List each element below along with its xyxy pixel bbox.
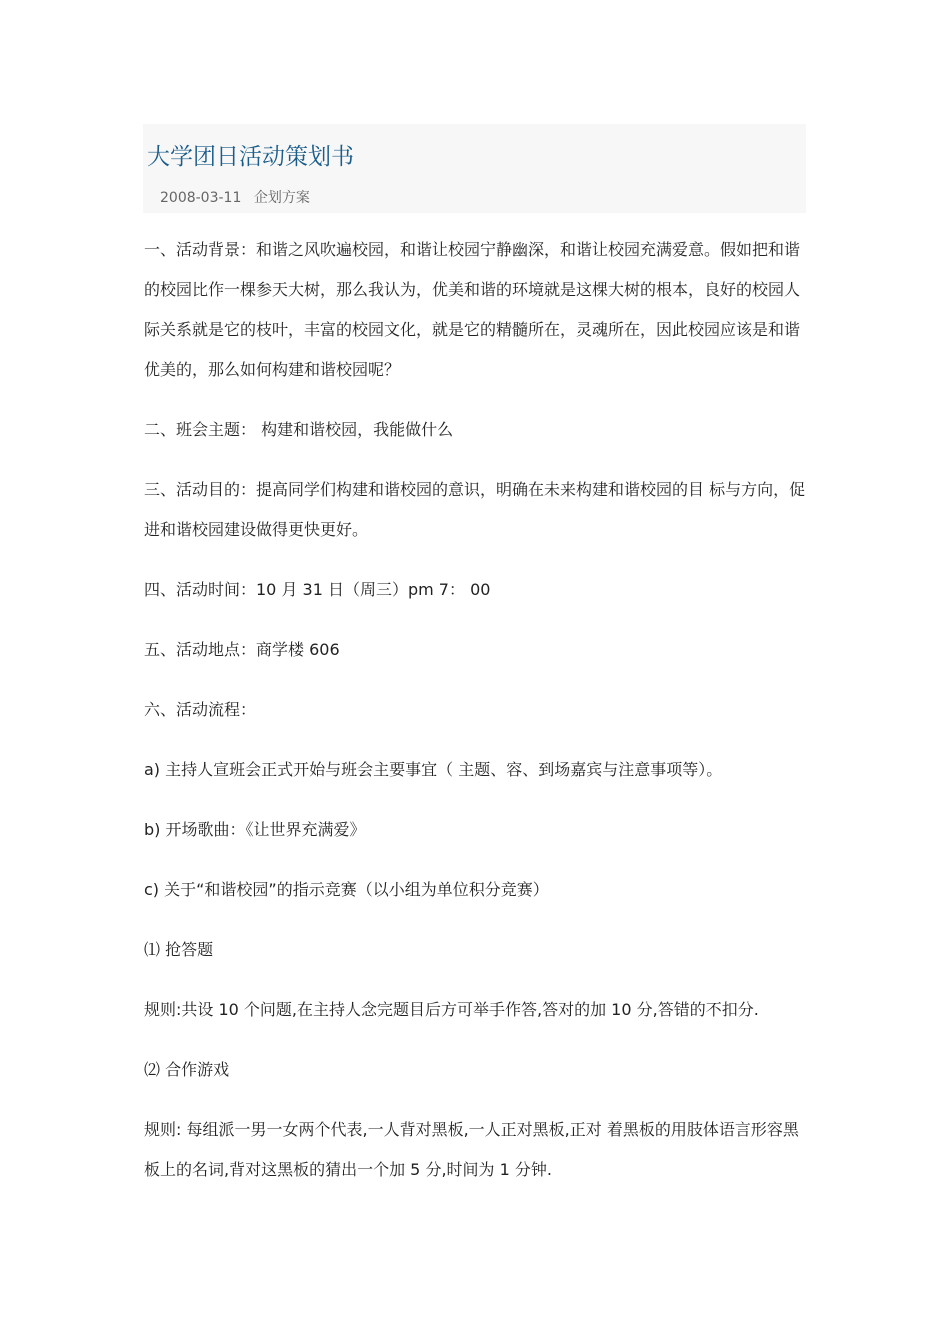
- article-meta: [160, 187, 310, 207]
- paragraph-game-rules: 规则: 每组派一男一女两个代表,一人背对黑板,一人正对黑板,正对 着黑板的用肢体语言形容黑板上的名词,背对这黑板的猜出一个加 5 分,时间为 1 分钟.: [144, 1120, 799, 1179]
- paragraph-quiz-heading: ⑴ 抢答题: [144, 940, 214, 959]
- article-body: [144, 230, 812, 1210]
- paragraph-game-heading: ⑵ 合作游戏: [144, 1060, 230, 1079]
- paragraph-step-c: c) 关于“和谐校园”的指示竞赛（以小组为单位积分竞赛）: [144, 880, 549, 899]
- paragraph-location: 五、活动地点：商学楼 606: [144, 640, 340, 659]
- paragraph-background: 一、活动背景：和谐之风吹遍校园，和谐让校园宁静幽深，和谐让校园充满爱意。假如把和谐的校园比作一棵参天大树，那么我认为，优美和谐的环境就是这棵大树的根本，良好的校园人际关系就是它的枝叶，丰富的校园文化，就是它的精髓所在，灵魂所在，因此校园应该是和谐优美的，那么如何构建和谐校园呢？: [144, 240, 801, 379]
- article-header: [143, 124, 806, 213]
- paragraph-quiz-rules: 规则:共设 10 个问题,在主持人念完题目后方可举手作答,答对的加 10 分,答错的不扣分.: [144, 1000, 759, 1019]
- paragraph-process-heading: 六、活动流程：: [144, 700, 257, 719]
- paragraph-theme: 二、班会主题： 构建和谐校园，我能做什么: [144, 420, 454, 439]
- article-title: 大学团日活动策划书: [147, 144, 354, 170]
- paragraph-time: 四、活动时间：10 月 31 日（周三）pm 7： 00: [144, 580, 491, 599]
- article-category: 企划方案: [253, 190, 310, 206]
- paragraph-step-b: b) 开场歌曲：《让世界充满爱》: [144, 820, 366, 839]
- article-date: 2008-03-11: [160, 190, 242, 206]
- paragraph-step-a: a) 主持人宣班会正式开始与班会主要事宜（ 主题、容、到场嘉宾与注意事项等）。: [144, 760, 723, 779]
- paragraph-purpose: 三、活动目的：提高同学们构建和谐校园的意识，明确在未来构建和谐校园的目 标与方向，促进和谐校园建设做得更快更好。: [144, 480, 806, 539]
